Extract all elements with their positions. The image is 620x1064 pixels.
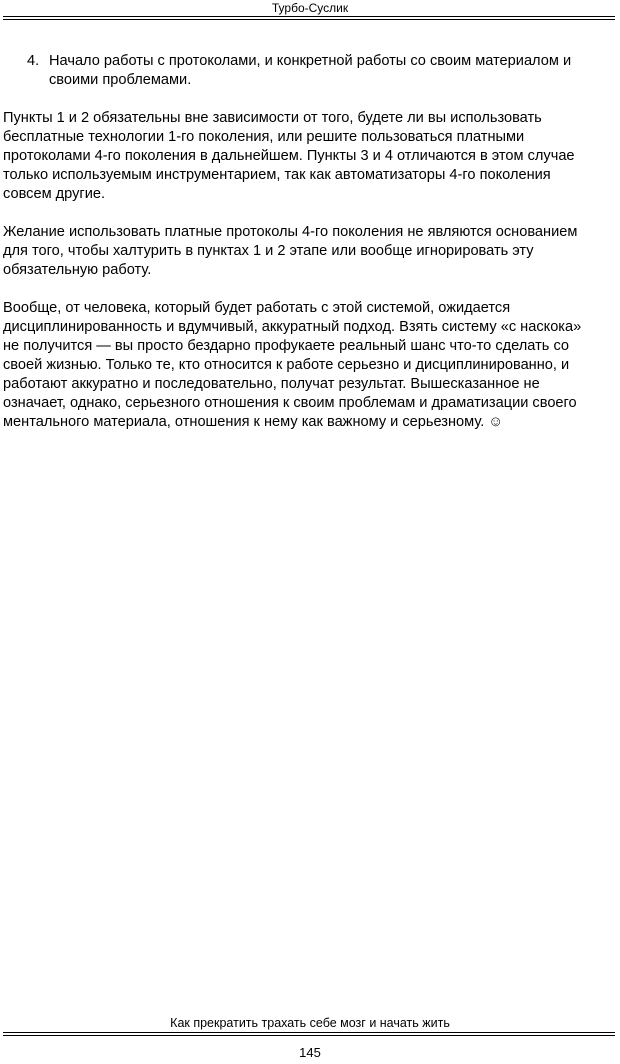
paragraph-3: Вообще, от человека, который будет работать с этой системой, ожидается дисциплинированность и вдумчивый, аккуратный подход. Взять систему «с наскока» не получится — вы просто бездарно профукаете реальный шанс что-то сделать со своей жизнью. Только те, кто относится к работе серьезно и дисциплинированно, и работают аккуратно и последовательно, получат результат. Вышесказанное не означает, однако, серьезного отношения к своим проблемам и драматизации своего ментального материала, отношения к нему как важному и серьезному. ☺ (3, 300, 582, 430)
page-number (0, 1044, 620, 1062)
list-item-number: 4. (27, 53, 40, 69)
footer-divider (3, 1032, 615, 1036)
list-item-text: Начало работы с протоколами, и конкретной работы со своим материалом и своими проблемами. (49, 53, 572, 88)
running-header (0, 0, 620, 16)
running-footer (0, 1015, 620, 1031)
page-body (3, 52, 599, 451)
paragraph-1: Пункты 1 и 2 обязательны вне зависимости от того, будете ли вы использовать бесплатные технологии 1-го поколения, или решите пользоваться платными протоколами 4-го поколения в дальнейшем. Пункты 3 и 4 отличаются в этом случае только используемым инструментарием, так как автоматизаторы 4-го поколения совсем другие. (3, 110, 575, 202)
paragraph-2: Желание использовать платные протоколы 4-го поколения не являются основанием для того, чтобы халтурить в пунктах 1 и 2 этапе или вообще игнорировать эту обязательную работу. (3, 224, 578, 278)
header-title: Турбо-Суслик (271, 1, 349, 15)
page-number-text: 145 (299, 1045, 321, 1060)
header-divider (3, 16, 615, 20)
list-item (3, 52, 599, 90)
footer-title: Как прекратить трахать себе мозг и начать жить (170, 1016, 450, 1030)
